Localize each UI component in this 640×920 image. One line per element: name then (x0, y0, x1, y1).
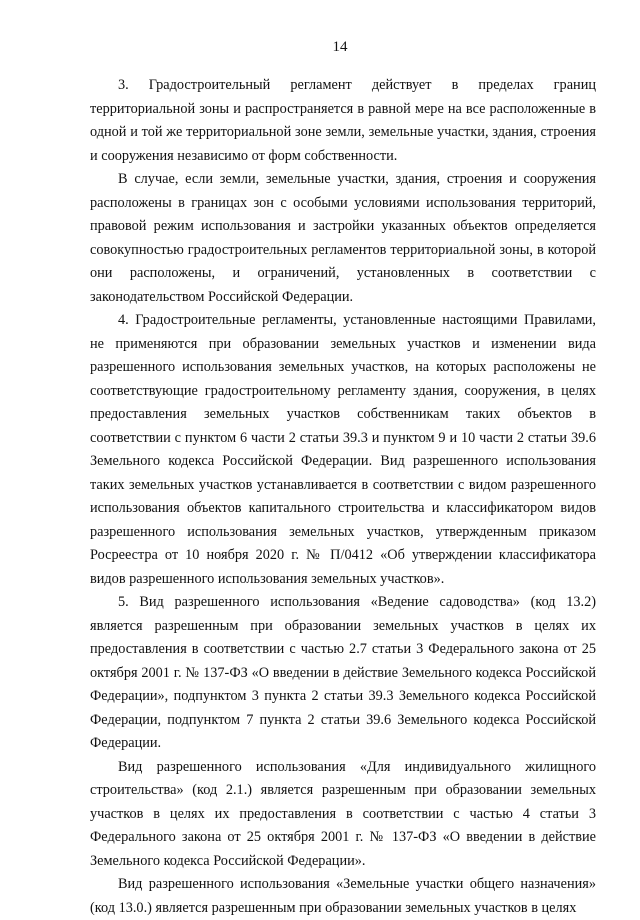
paragraph-housing-construction: Вид разрешенного использования «Для индивидуального жилищного строительства» (код 2.1.) является разрешенным при образовании земельных участков в целях их предоставления в соответствии с частью 4 статьи 3 Федерального закона от 25 октября 2001 г. № 137-ФЗ «О введении в действие Земельного кодекса Российской Федерации». (90, 758, 596, 869)
document-body (90, 74, 596, 920)
page-number: 14 (332, 39, 348, 55)
paragraph-4-exemptions: 4. Градостроительные регламенты, установленные настоящими Правилами, не применяются при образовании земельных участков и изменении вида разрешенного использования земельных участков, на которых расположены не соответствующие градостроительному регламенту здания, сооружения, в целях предоставления земельных участков собственникам таких объектов в соответствии с пунктом 6 части 2 статьи 39.3 и пунктом 9 и 10 части 2 статьи 39.6 Земельного кодекса Российской Федерации. Вид разрешенного использования таких земельных участков устанавливается в соответствии с видом разрешенного использования объектов капитального строительства и классификатором видов разрешенного использования земельных участков, утвержденным приказом Росреестра от 10 ноября 2020 г. № П/0412 «Об утверждении классификатора видов разрешенного использования земельных участков». (90, 312, 596, 587)
paragraph-special-zones: В случае, если земли, земельные участки, здания, строения и сооружения расположены в границах зон с особыми условиями использования территорий, правовой режим использования и застройки указанных объектов определяется совокупностью градостроительных регламентов территориальной зоны, в которой они расположены, и ограничений, установленных в соответствии с законодательством Российской Федерации. (90, 171, 596, 305)
paragraph-5-gardening: 5. Вид разрешенного использования «Ведение садоводства» (код 13.2) является разрешенным при образовании земельных участков в целях их предоставления в соответствии с частью 2.7 статьи 3 Федерального закона от 25 октября 2001 г. № 137-ФЗ «О введении в действие Земельного кодекса Российской Федерации», подпунктом 3 пункта 2 статьи 39.3 Земельного кодекса Российской Федерации, подпунктом 7 пункта 2 статьи 39.6 Земельного кодекса Российской Федерации. (90, 594, 596, 751)
paragraph-3-zone-scope: 3. Градостроительный регламент действует в пределах границ территориальной зоны и распространяется в равной мере на все расположенные в одной и той же территориальной зоне земли, земельные участки, здания, строения и сооружения независимо от форм собственности. (90, 77, 596, 164)
paragraph-common-land: Вид разрешенного использования «Земельные участки общего назначения» (код 13.0.) является разрешенным при образовании земельных участков в целях (90, 876, 596, 916)
